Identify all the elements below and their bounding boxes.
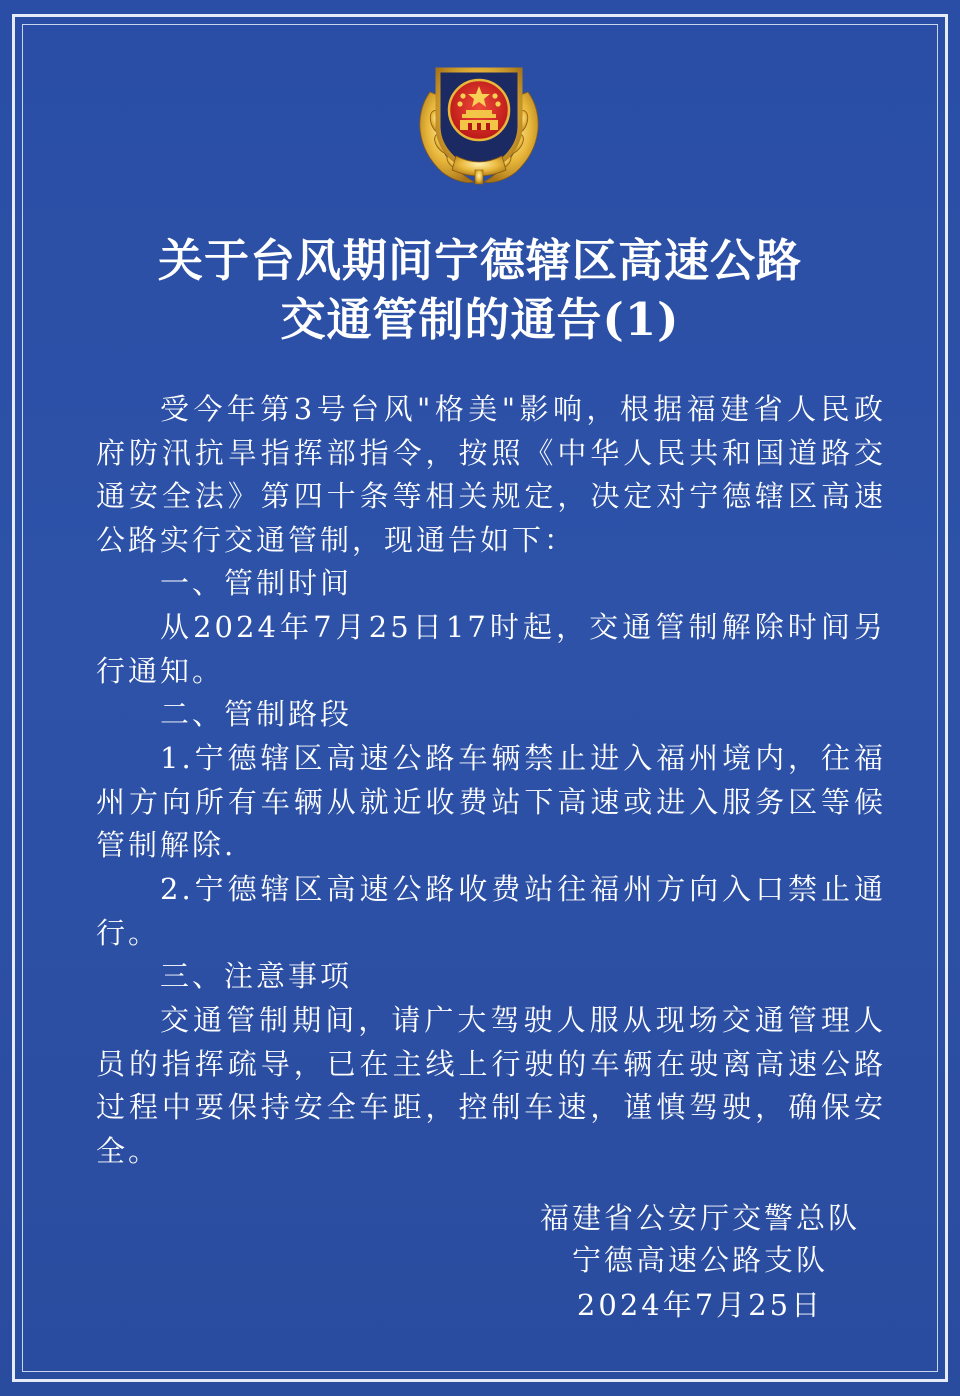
section-2-item-2: 2.宁德辖区高速公路收费站往福州方向入口禁止通行。 bbox=[96, 872, 886, 950]
signature-org-2: 宁德高速公路支队 bbox=[571, 1243, 828, 1277]
notice-title-line-2: 交通管制的通告(1) bbox=[280, 293, 680, 346]
signature-org-1: 福建省公安厅交警总队 bbox=[539, 1201, 860, 1235]
section-2-item-1: 1.宁德辖区高速公路车辆禁止进入福州境内，往福州方向所有车辆从就近收费站下高速或进入服务区等候管制解除. bbox=[96, 741, 886, 862]
notice-title-line-1: 关于台风期间宁德辖区高速公路 bbox=[157, 234, 802, 287]
intro-paragraph: 受今年第3号台风"格美"影响，根据福建省人民政府防汛抗旱指挥部指令，按照《中华人民共和国道路交通安全法》第四十条等相关规定，决定对宁德辖区高速公路实行交通管制，现通告如下： bbox=[96, 392, 886, 557]
section-2-heading: 二、管制路段 bbox=[160, 697, 353, 731]
signature-date: 2024年7月25日 bbox=[576, 1288, 824, 1322]
police-emblem-icon bbox=[408, 52, 550, 192]
section-1-text: 从2024年7月25日17时起，交通管制解除时间另行通知。 bbox=[96, 610, 886, 688]
section-3-heading: 三、注意事项 bbox=[160, 959, 353, 993]
section-3-text: 交通管制期间，请广大驾驶人服从现场交通管理人员的指挥疏导，已在主线上行驶的车辆在驶离高速公路过程中要保持安全车距，控制车速，谨慎驾驶，确保安全。 bbox=[96, 1003, 886, 1168]
section-1-heading: 一、管制时间 bbox=[160, 566, 353, 600]
